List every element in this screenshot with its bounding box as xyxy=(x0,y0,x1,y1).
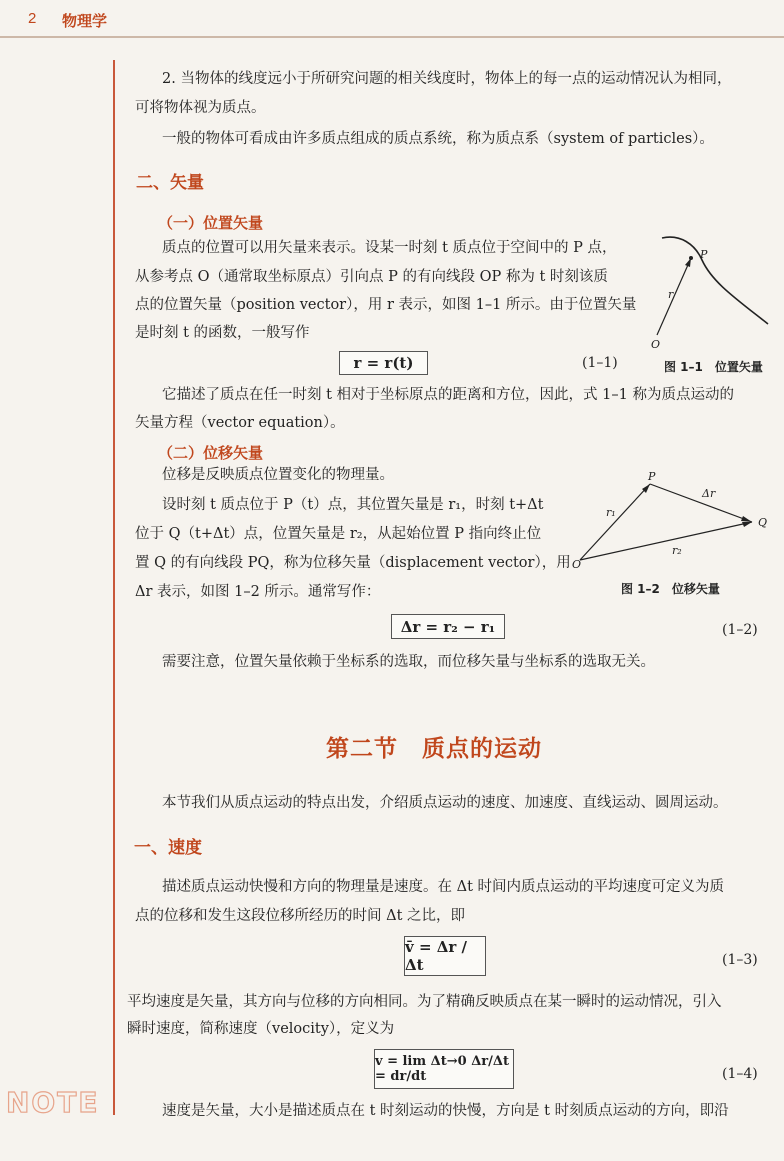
heading-position-vector: （一）位置矢量 xyxy=(158,214,264,232)
paragraph-line: 可将物体视为质点。 xyxy=(135,100,266,116)
fig2-label-O: O xyxy=(572,558,582,571)
equation-number: (1–4) xyxy=(722,1066,758,1082)
paragraph-line: 位移是反映质点位置变化的物理量。 xyxy=(162,467,394,483)
heading-displacement-vector: （二）位移矢量 xyxy=(158,444,264,462)
fig1-label-P: P xyxy=(700,248,708,261)
paragraph-line: 2. 当物体的线度远小于所研究问题的相关线度时，物体上的每一点的运动情况认为相同， xyxy=(162,71,732,87)
section-title: 第二节 质点的运动 xyxy=(326,736,542,762)
fig2-label-r1: r₁ xyxy=(606,506,616,519)
paragraph-line: 瞬时速度，简称速度（velocity），定义为 xyxy=(127,1021,395,1037)
equation-1-2: Δr = r₂ − r₁ xyxy=(391,614,505,639)
header-divider xyxy=(0,36,784,38)
fig1-label-O: O xyxy=(651,338,661,351)
paragraph-line: 描述质点运动快慢和方向的物理量是速度。在 Δt 时间内质点运动的平均速度可定义为质 xyxy=(162,879,725,895)
paragraph-line: 位于 Q（t+Δt）点，位置矢量是 r₂，从起始位置 P 指向终止位 xyxy=(135,526,542,542)
paragraph-line: 点的位移和发生这段位移所经历的时间 Δt 之比，即 xyxy=(135,908,466,924)
paragraph-line: 是时刻 t 的函数，一般写作 xyxy=(135,325,310,341)
heading-vector: 二、矢量 xyxy=(136,173,204,193)
page-header xyxy=(0,0,784,40)
equation-1-4: v = lim Δt→0 Δr/Δt = dr/dt xyxy=(374,1049,514,1089)
fig2-label-P: P xyxy=(648,470,656,483)
heading-velocity: 一、速度 xyxy=(134,838,202,858)
paragraph-line: 本节我们从质点运动的特点出发，介绍质点运动的速度、加速度、直线运动、圆周运动。 xyxy=(162,795,728,811)
paragraph-line: 需要注意，位置矢量依赖于坐标系的选取，而位移矢量与坐标系的选取无关。 xyxy=(162,654,655,670)
page-number: 2 xyxy=(28,10,37,27)
equation-number: (1–1) xyxy=(582,355,618,371)
book-title: 物理学 xyxy=(62,12,108,30)
paragraph-line: 设时刻 t 质点位于 P（t）点，其位置矢量是 r₁，时刻 t+Δt xyxy=(162,497,544,513)
paragraph-line: 一般的物体可看成由许多质点组成的质点系统，称为质点系（system of particles）。 xyxy=(162,131,714,147)
figure-1-2 xyxy=(570,470,775,570)
paragraph-line: 平均速度是矢量，其方向与位移的方向相同。为了精确反映质点在某一瞬时的运动情况，引入 xyxy=(127,994,722,1010)
margin-rule xyxy=(113,60,115,1115)
fig2-label-r2: r₂ xyxy=(672,544,682,557)
figure-1-1 xyxy=(640,232,775,352)
equation-1-3: v̄ = Δr / Δt xyxy=(404,936,486,976)
paragraph-line: 质点的位置可以用矢量来表示。设某一时刻 t 质点位于空间中的 P 点， xyxy=(162,240,617,256)
equation-number: (1–3) xyxy=(722,952,758,968)
figure-1-2-caption: 图 1–2 位移矢量 xyxy=(621,582,720,596)
equation-number: (1–2) xyxy=(722,622,758,638)
note-label: NOTE xyxy=(6,1086,100,1119)
paragraph-line: 从参考点 O（通常取坐标原点）引向点 P 的有向线段 OP 称为 t 时刻该质 xyxy=(135,269,608,285)
paragraph-line: 置 Q 的有向线段 PQ，称为位移矢量（displacement vector），用 xyxy=(135,555,571,571)
fig2-label-Q: Q xyxy=(758,516,768,529)
paragraph-line: 速度是矢量，大小是描述质点在 t 时刻运动的快慢，方向是 t 时刻质点运动的方向，即沿 xyxy=(162,1103,729,1119)
paragraph-line: 矢量方程（vector equation）。 xyxy=(135,415,345,431)
equation-1-1: r = r(t) xyxy=(339,351,428,375)
paragraph-line: Δr 表示，如图 1–2 所示。通常写作： xyxy=(135,584,381,600)
fig2-label-dr: Δr xyxy=(702,487,716,500)
paragraph-line: 点的位置矢量（position vector），用 r 表示，如图 1–1 所示。由于位置矢量 xyxy=(135,297,637,313)
fig1-label-r: r xyxy=(668,288,674,301)
figure-1-1-caption: 图 1–1 位置矢量 xyxy=(664,360,763,374)
paragraph-line: 它描述了质点在任一时刻 t 相对于坐标原点的距离和方位，因此，式 1–1 称为质点运动的 xyxy=(162,387,734,403)
